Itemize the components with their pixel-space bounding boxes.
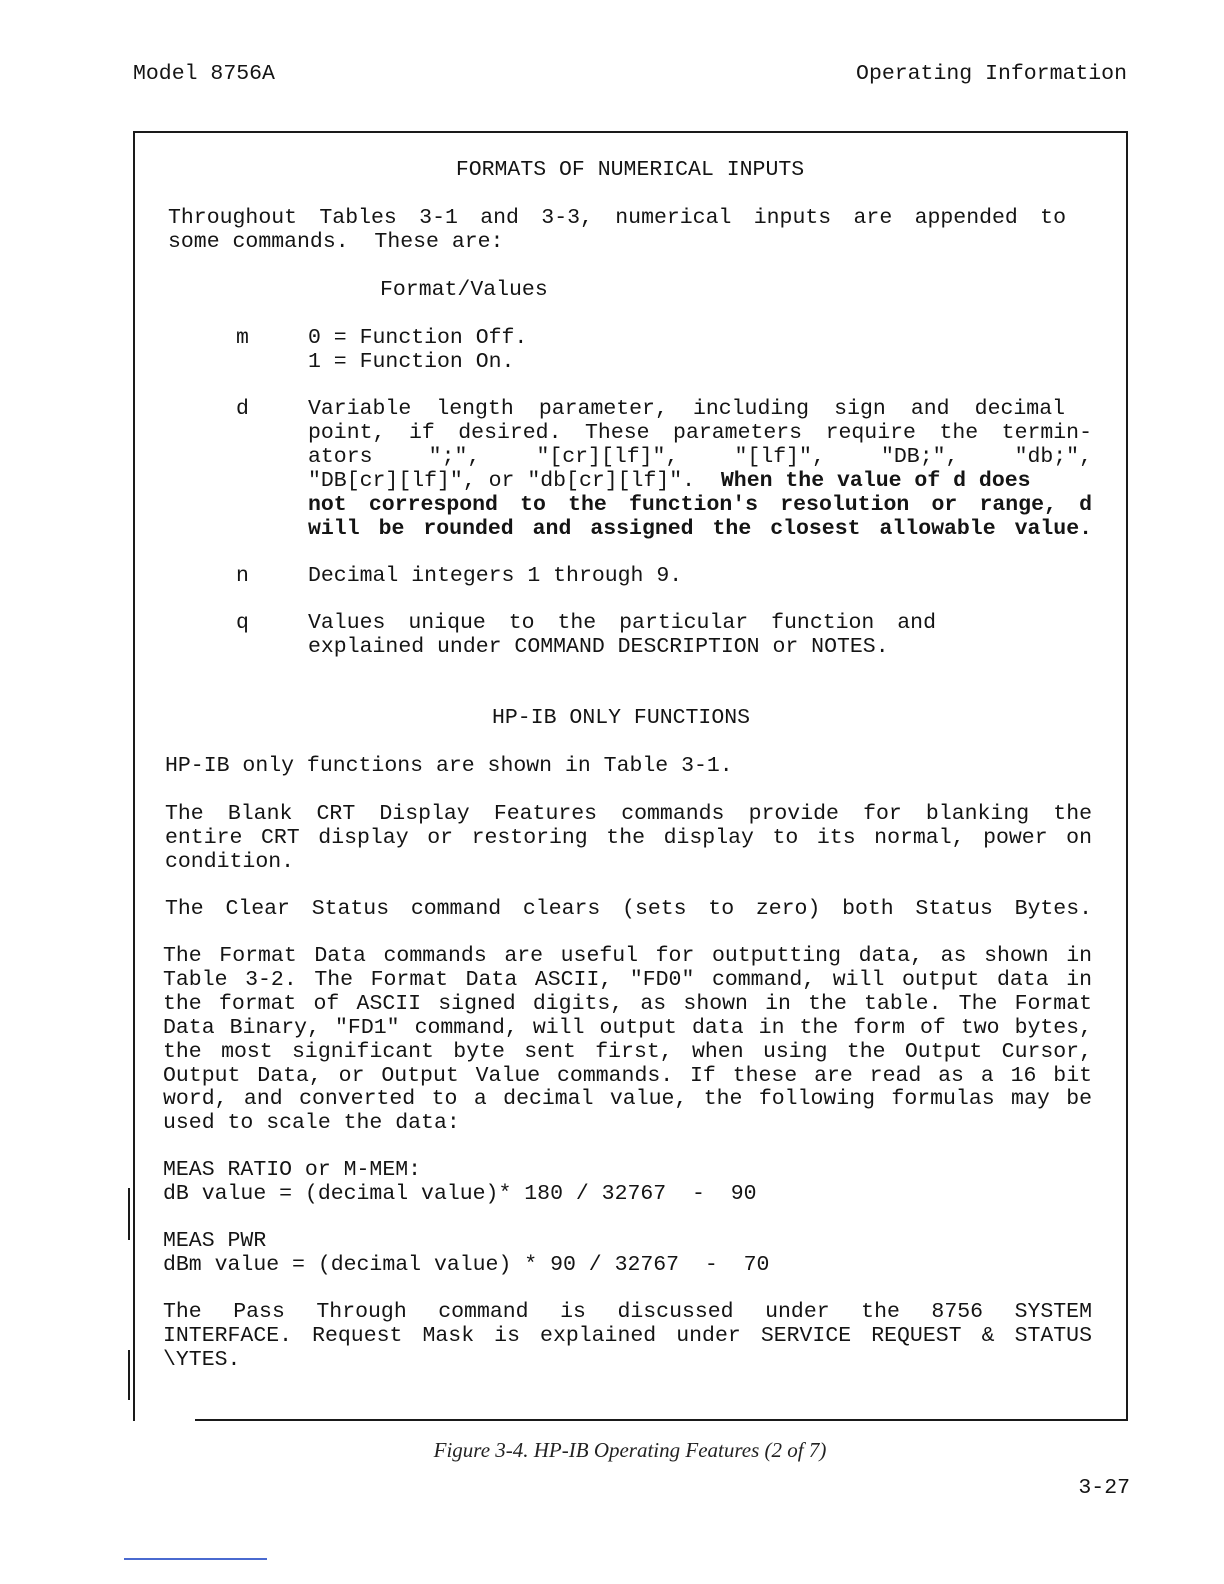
format-d-line: ators ";", "[cr][lf]", "[lf]", "DB;", "db;", [308,445,1092,469]
figure-frame-left [133,131,135,1421]
formula-power: dBm value = (decimal value) * 90 / 32767 - 70 [163,1253,770,1277]
hpib-format-data-line: the most significant byte sent first, when using the Output Cursor, [163,1040,1092,1064]
format-q-line: explained under COMMAND DESCRIPTION or NOTES. [308,635,889,659]
format-n-line: Decimal integers 1 through 9. [308,564,683,588]
format-values-heading: Format/Values [380,278,548,302]
hpib-format-data-line: The Format Data commands are useful for outputting data, as shown in [163,944,1092,968]
running-header-section: Operating Information [856,62,1127,86]
format-q-line: Values unique to the particular function and [308,611,936,635]
hpib-format-data-line: used to scale the data: [163,1111,460,1135]
format-d-line: point, if desired. These parameters require the termin- [308,421,1092,445]
hpib-blank-crt-line: entire CRT display or restoring the display to its normal, power on [165,826,1092,850]
format-d-line: Variable length parameter, including sign and decimal [308,397,1065,421]
figure-frame-top [133,131,1127,133]
scan-artifact-line [124,1558,267,1560]
hpib-pass-through-line: \YTES. [163,1348,241,1372]
format-symbol-d: d [236,397,249,421]
hpib-format-data-line: Data Binary, "FD1" command, will output data in the form of two bytes, [163,1016,1092,1040]
hpib-pass-through-line: INTERFACE. Request Mask is explained under SERVICE REQUEST & STATUS [163,1324,1092,1348]
format-m-line: 0 = Function Off. [308,326,528,350]
hpib-title: HP-IB ONLY FUNCTIONS [492,706,751,730]
hpib-paragraph: HP-IB only functions are shown in Table 3-1. [165,754,733,778]
format-d-line4-plain: "DB[cr][lf]", or "db[cr][lf]". [308,469,696,493]
format-symbol-q: q [236,611,249,635]
hpib-format-data-line: Table 3-2. The Format Data ASCII, "FD0" command, will output data in [163,968,1092,992]
page-number: 3-27 [1078,1476,1130,1500]
hpib-pass-through-line: The Pass Through command is discussed under the 8756 SYSTEM [163,1300,1092,1324]
hpib-clear-status: The Clear Status command clears (sets to zero) both Status Bytes. [165,897,1092,921]
format-d-bold-line: will be rounded and assigned the closest allowable value. [308,517,1092,541]
format-m-line: 1 = Function On. [308,350,515,374]
hpib-blank-crt-line: condition. [165,850,295,874]
hpib-format-data-line: the format of ASCII signed digits, as shown in the table. The Format [163,992,1092,1016]
figure-caption: Figure 3-4. HP-IB Operating Features (2 of 7) [433,1438,827,1462]
format-d-line [308,469,1031,493]
running-header-model: Model 8756A [133,62,275,86]
formula-ratio-label: MEAS RATIO or M-MEM: [163,1158,422,1182]
formats-intro-line: some commands. These are: [168,230,504,254]
hpib-format-data-line: word, and converted to a decimal value, the following formulas may be [163,1087,1092,1111]
hpib-format-data-line: Output Data, or Output Value commands. If these are read as a 16 bit [163,1064,1092,1088]
format-d-line4-bold: When the value of d does [720,469,1031,493]
formats-intro-line: Throughout Tables 3-1 and 3-3, numerical inputs are appended to [168,206,1066,230]
change-bar [128,1350,130,1400]
format-symbol-m: m [236,326,249,350]
figure-frame-bottom [195,1419,1128,1421]
format-d-bold-line: not correspond to the function's resolution or range, d [308,493,1092,517]
formula-power-label: MEAS PWR [163,1229,267,1253]
change-bar [128,1188,130,1240]
formula-ratio: dB value = (decimal value)* 180 / 32767 - 90 [163,1182,757,1206]
formats-title: FORMATS OF NUMERICAL INPUTS [455,158,805,182]
figure-frame-right [1126,131,1128,1421]
hpib-blank-crt-line: The Blank CRT Display Features commands provide for blanking the [165,802,1092,826]
format-symbol-n: n [236,564,249,588]
